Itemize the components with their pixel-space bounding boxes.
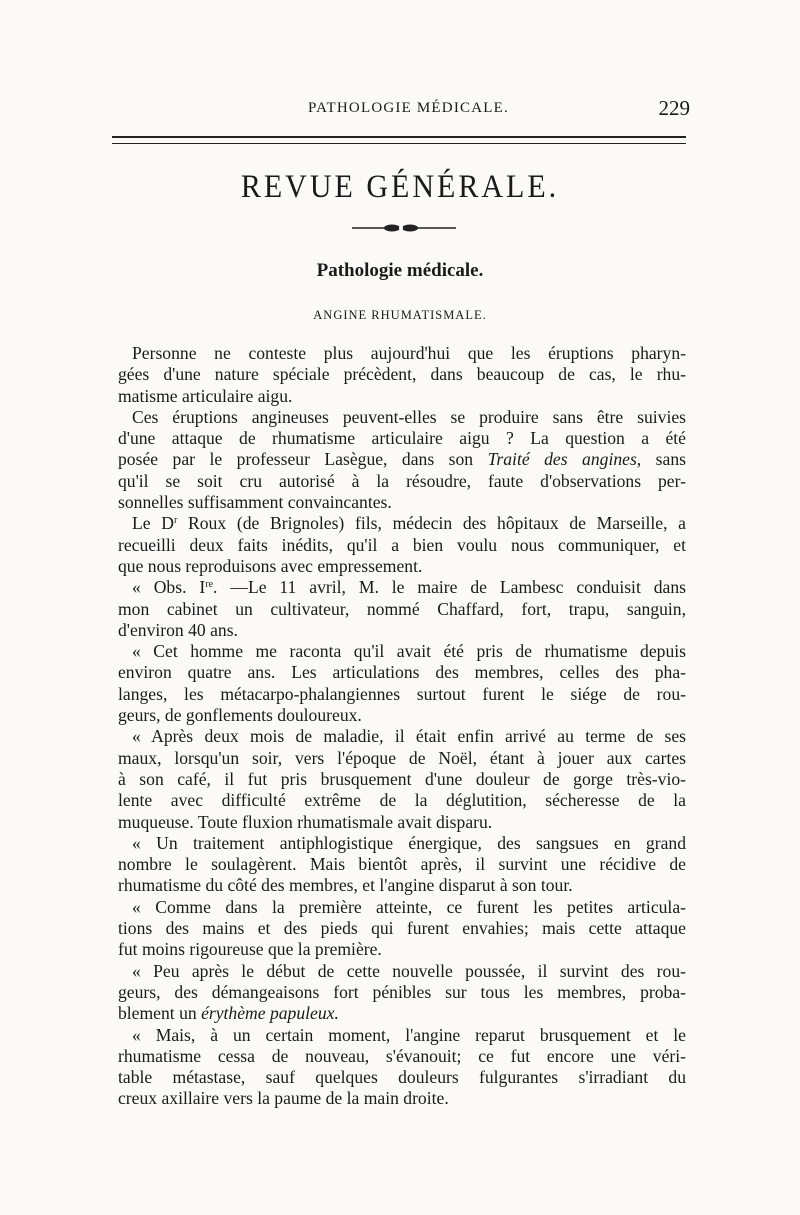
text-line: « Peu après le début de cette nouvelle poussée, il survint des rou- <box>132 960 686 981</box>
text-run: , sans <box>636 449 686 470</box>
text-line: gées d'une nature spéciale précèdent, dans beaucoup de cas, le rhu- <box>118 364 686 385</box>
text-line: rhumatisme cessa de nouveau, s'évanouit; ce fut encore une véri- <box>118 1045 686 1066</box>
text-line: « Un traitement antiphlogistique énergique, des sangsues en grand <box>132 832 686 853</box>
text-line: maux, lorsqu'un soir, vers l'époque de Noël, étant à jouer aux cartes <box>118 747 686 768</box>
text-line: muqueuse. Toute fluxion rhumatismale avait disparu. <box>118 811 493 832</box>
text-line: creux axillaire vers la paume de la main droite. <box>118 1088 449 1109</box>
text-line: geurs, de gonflements douloureux. <box>118 705 362 726</box>
superscript: re <box>205 579 214 591</box>
text-run: posée par le professeur Lasègue, dans son <box>118 449 488 470</box>
text-line: d'environ 40 ans. <box>118 619 238 640</box>
text-line: fut moins rigoureuse que la première. <box>118 939 382 960</box>
text-line: d'une attaque de rhumatisme articulaire aigu ? La question a été <box>118 428 686 449</box>
text-line: « Après deux mois de maladie, il était enfin arrivé au terme de ses <box>132 726 686 747</box>
text-run: blement un <box>118 1003 202 1024</box>
text-line: Personne ne conteste plus aujourd'hui que les éruptions pharyn- <box>132 343 686 363</box>
text-line <box>118 449 686 470</box>
text-run: Le D <box>132 513 174 534</box>
text-line: table métastase, sauf quelques douleurs fulgurantes s'irradiant du <box>118 1067 686 1088</box>
text-line: « Cet homme me raconta qu'il avait été pris de rhumatisme depuis <box>132 641 686 662</box>
article-body <box>118 343 686 1110</box>
text-line: environ quatre ans. Les articulations des membres, celles des pha- <box>118 662 686 683</box>
article-heading: ANGINE RHUMATISMALE. <box>313 308 487 322</box>
book-title: Traité des angines <box>487 449 637 470</box>
text-line: mon cabinet un cultivateur, nommé Chaffard, fort, trapu, sanguin, <box>118 598 686 619</box>
text-line: nombre le soulagèrent. Mais bientôt après, il survint une récidive de <box>118 854 686 875</box>
header-rule <box>112 136 686 144</box>
text-run: Roux (de Brignoles) fils, médecin des hôpitaux de Marseille, a <box>177 513 686 534</box>
superscript: r <box>173 515 178 527</box>
text-line: sonnelles suffisamment convaincantes. <box>118 492 392 513</box>
text-run: . —Le 11 avril, M. le maire de Lambesc conduisit dans <box>213 577 686 598</box>
text-line <box>118 1003 686 1024</box>
italic-term: érythème papuleux. <box>201 1003 339 1024</box>
text-line: que nous reproduisons avec empressement. <box>118 555 423 576</box>
text-line <box>118 577 686 598</box>
subheading: Pathologie médicale. <box>316 260 484 281</box>
text-line: matisme articulaire aigu. <box>118 385 293 406</box>
page-number: 229 <box>658 96 690 120</box>
text-line: qu'il se soit cru autorisé à la résoudre, faute d'observations per- <box>118 470 686 491</box>
text-line: langes, les métacarpo-phalangiennes surtout furent le siége de rou- <box>118 683 686 704</box>
text-run: « Obs. I <box>132 577 206 598</box>
section-title: REVUE GÉNÉRALE. <box>240 168 560 205</box>
text-line <box>118 513 686 534</box>
text-line: Ces éruptions angineuses peuvent-elles se produire sans être suivies <box>132 406 686 427</box>
text-line: recueilli deux faits inédits, qu'il a bien voulu nous communiquer, et <box>118 534 686 555</box>
text-line: « Comme dans la première atteinte, ce furent les petites articula- <box>132 896 686 917</box>
text-line: lente avec difficulté extrême de la déglutition, sécheresse de la <box>118 790 686 811</box>
text-line: « Mais, à un certain moment, l'angine reparut brusquement et le <box>132 1024 686 1045</box>
ornament-divider <box>352 222 456 234</box>
text-line: rhumatisme du côté des membres, et l'angine disparut à son tour. <box>118 875 573 896</box>
text-line: à son café, il fut pris brusquement d'une douleur de gorge très-vio- <box>118 768 686 789</box>
text-line: tions des mains et des pieds qui furent envahies; mais cette attaque <box>118 918 686 939</box>
running-head <box>112 96 694 122</box>
text-line: geurs, des démangeaisons fort pénibles sur tous les membres, proba- <box>118 981 686 1002</box>
running-title: PATHOLOGIE MÉDICALE. <box>308 100 509 116</box>
